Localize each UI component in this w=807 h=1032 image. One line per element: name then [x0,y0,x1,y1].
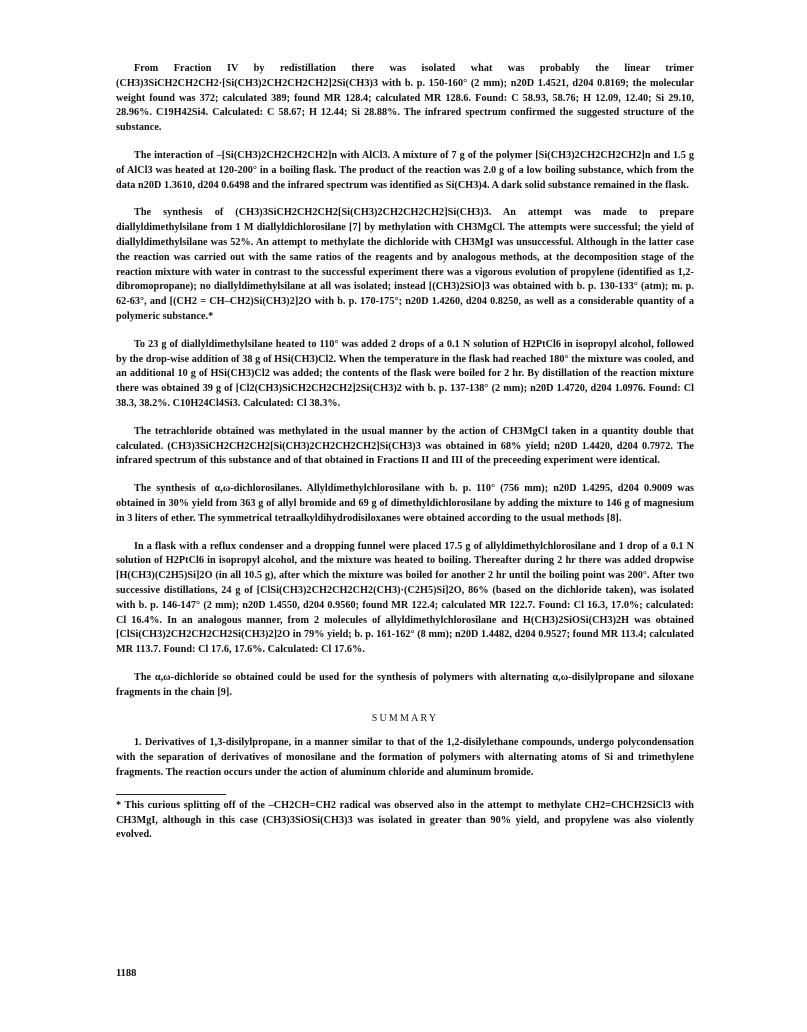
paragraph-fraction-iv: From Fraction IV by redistillation there was isolated what was probably the linear trimer (CH3)3SiCH2CH2CH2·[Si(CH3)2CH2CH2CH2]2Si(CH3)3 with b. p. 150-160° (2 mm); n20D 1.4521, d204 0.8169; the molecular weight found was 372; calculated 389; found MR 128.4; calculated MR 128.6. Found: C 58.93, 58.76; H 12.09, 12.40; Si 29.10, 28.96%. C19H42Si4. Calculated: C 58.67; H 12.44; Si 28.88%. The infrared spectrum confirmed the suggested structure of the substance. [116,63,694,134]
paragraph-dichlorosilanes-synthesis: The synthesis of α,ω-dichlorosilanes. Allyldimethylchlorosilane with b. p. 110° (756 mm); n20D 1.4295, d204 0.9009 was obtained in 30% yield from 363 g of allyl bromide and 69 g of dimethyldichlorosilane by adding the mixture to 146 g of magnesium in 3 liters of ether. The symmetrical tetraalkyldihydrodisiloxanes were obtained according to the usual methods [8]. [116,483,694,524]
summary-paragraph: 1. Derivatives of 1,3-disilylpropane, in a manner similar to that of the 1,2-disilylethane compounds, undergo polycondensation with the separation of derivatives of monosilane and the formation of polymers with alternating atoms of Si and trimethylene fragments. The reaction occurs under the action of aluminum chloride and aluminum bromide. [116,737,694,779]
article-body [116,62,694,843]
paragraph-reflux-procedure: In a flask with a reflux condenser and a dropping funnel were placed 17.5 g of allyldimethylchlorosilane and 1 drop of a 0.1 N solution of H2PtCl6 in isopropyl alcohol, and the mixture was heated to boiling. Thereafter during 2 hr there was added dropwise [H(CH3)(C2H5)Si]2O (in all 10.5 g), after which the mixture was boiled for another 2 hr until the boiling point was 200°. After two successive distillations, 24 g of [ClSi(CH3)2CH2CH2CH2(CH3)·(C2H5)Si]2O, 86% (based on the dichloride taken), was isolated with b. p. 146-147° (2 mm); n20D 1.4550, d204 0.9560; found MR 122.4; calculated MR 122.7. Found: Cl 16.3, 17.0%; calculated: Cl 16.4%. In an analogous manner, from 2 molecules of allyldimethylchlorosilane and H(CH3)2SiOSi(CH3)2H was obtained [ClSi(CH3)2CH2CH2CH2Si(CH3)2]2O in 79% yield; b. p. 161-162° (8 mm); n20D 1.4482, d204 0.9527; found MR 113.4; calculated MR 113.7. Found: Cl 17.6, 17.6%. Calculated: Cl 17.6%. [116,540,694,656]
paragraph-diallyl-hydrosilylation: To 23 g of diallyldimethylsilane heated to 110° was added 2 drops of a 0.1 N solution of H2PtCl6 in isopropyl alcohol, followed by the drop-wise addition of 38 g of HSi(CH3)Cl2. When the temperature in the flask had reached 180° the mixture was cooled, and an additional 10 g of HSi(CH3)Cl2 was added; the contents of the flask were boiled for 2 hr. By distillation of the reaction mixture there was obtained 39 g of [Cl2(CH3)SiCH2CH2CH2]2Si(CH3)2 with b. p. 137-138° (2 mm); n20D 1.4720, d204 1.0976. Found: Cl 38.3, 38.2%. C10H24Cl4Si3. Calculated: Cl 38.3%. [116,338,694,409]
footnote-divider [116,794,226,795]
paragraph-synthesis-trimer: The synthesis of (CH3)3SiCH2CH2CH2[Si(CH3)2CH2CH2CH2]Si(CH3)3. An attempt was made to prepare diallyldimethylsilane from 1 M diallyldichlorosilane [7] by methylation with CH3MgCl. The attempts were successful; the yield of diallyldimethylsilane was 52%. An attempt to methylate the dichloride with CH3MgI was unsuccessful. Although in the latter case the reaction was carried out with the same ratios of the reagents and by analogous methods, at the decomposition stage of the reaction mixture with water in contrast to the successful experiment there was a vigorous evolution of propylene (identified as 1,2-dibromopropane); no diallyldimethylsilane at all was isolated; instead [(CH3)2SiO]3 was obtained with b. p. 130-133° (atm); m. p. 62-63°, and [(CH2 = CH–CH2)Si(CH3)2]2O with b. p. 170-175°; n20D 1.4260, d204 0.8250, as well as a considerable quantity of a polymeric substance.* [116,207,694,322]
paragraph-alcl3-interaction: The interaction of –[Si(CH3)2CH2CH2CH2]n with AlCl3. A mixture of 7 g of the polymer [Si(CH3)2CH2CH2CH2]n and 1.5 g of AlCl3 was heated at 120-200° in a boiling flask. The product of the reaction was 2.0 g of a low boiling substance, which from the data n20D 1.3610, d204 0.6498 and the infrared spectrum was identified as Si(CH3)4. A dark solid substance remained in the flask. [116,149,694,191]
summary-heading: SUMMARY [371,713,439,725]
paragraph-dichloride-use: The α,ω-dichloride so obtained could be used for the synthesis of polymers with alternating α,ω-disilylpropane and siloxane fragments in the chain [9]. [116,671,694,698]
footnote: * This curious splitting off of the –CH2CH=CH2 radical was observed also in the attempt to methylate CH2=CHCH2SiCl3 with CH3MgI, although in this case (CH3)3SiOSi(CH3)3 was isolated in greater than 90% yield, and propylene was also violently evolved. [116,799,694,841]
page-number: 1188 [116,968,137,979]
paragraph-tetrachloride-methylation: The tetrachloride obtained was methylated in the usual manner by the action of CH3MgCl taken in a quantity double that calculated. (CH3)3SiCH2CH2CH2[Si(CH3)2CH2CH2CH2]Si(CH3)3 was obtained in 68% yield; n20D 1.4420, d204 0.7972. The infrared spectrum of this substance and of that obtained in Fractions II and III of the preceeding experiment were identical. [116,425,694,467]
